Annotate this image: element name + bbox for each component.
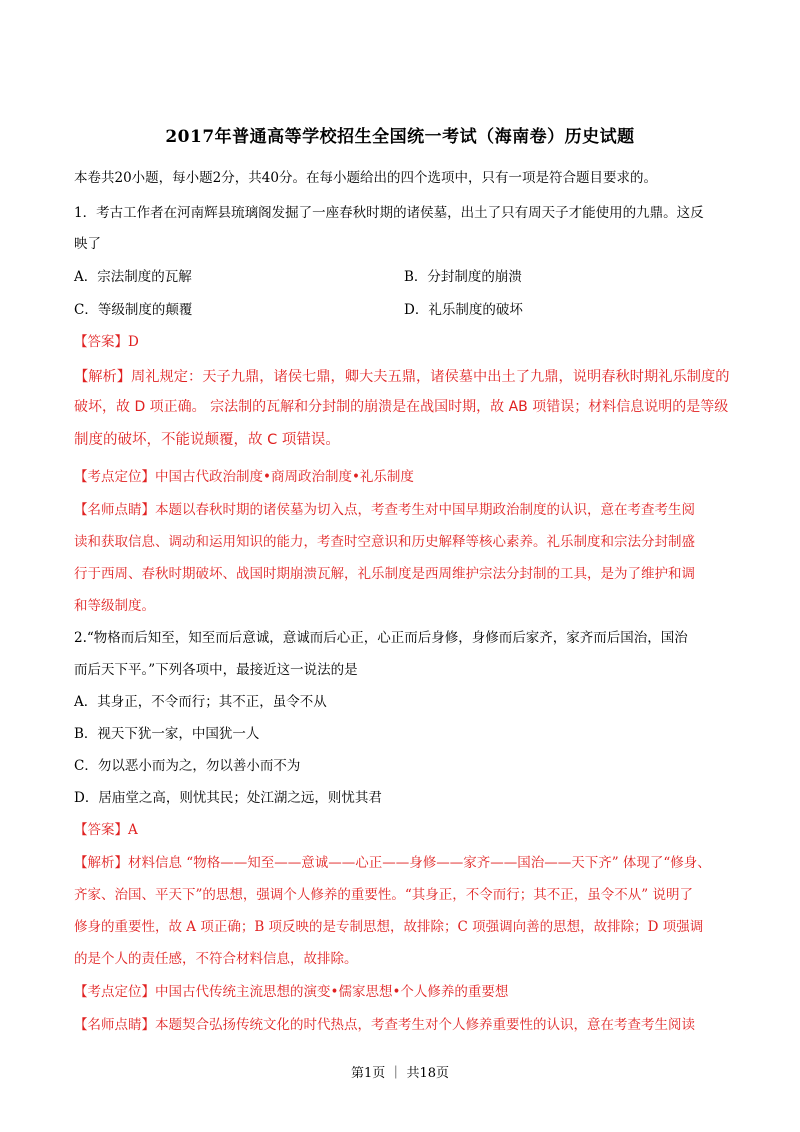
q1-options-row1 [74, 265, 522, 285]
q1-options-row2 [74, 298, 523, 318]
q1-answer: 【答案】D [74, 334, 139, 350]
q2-option-b: B．视天下犹一家，中国犹一人 [74, 726, 260, 742]
page-title: 2017年普通高等学校招生全国统一考试（海南卷）历史试题 [165, 127, 635, 147]
q1-option-a: A．宗法制度的瓦解 [74, 269, 192, 285]
q2-analysis-line1: 【解析】材料信息 “物格——知至——意诚——心正——身修——家齐——国治——天下齐” 体现了“修身、 [74, 855, 711, 871]
q2-analysis-line4: 的是个人的责任感，不符合材料信息，故排除。 [74, 951, 358, 967]
q2-option-c: C．勿以恶小而为之，勿以善小而不为 [74, 758, 301, 774]
q2-comment-line1: 【名师点睛】本题契合弘扬传统文化的时代热点，考查考生对个人修养重要性的认识，意在考查考生阅读 [74, 1017, 695, 1033]
q1-stem-line2: 映了 [74, 236, 101, 252]
q2-option-a: A．其身正，不令而行；其不正，虽令不从 [74, 694, 327, 710]
q1-option-b: B．分封制度的崩溃 [404, 269, 522, 285]
q1-comment-line3: 行于西周、春秋时期破坏、战国时期崩溃瓦解，礼乐制度是西周维护宗法分封制的工具，是为了维护和调 [74, 566, 695, 582]
q2-kaodian: 【考点定位】中国古代传统主流思想的演变•儒家思想•个人修养的重要想 [74, 984, 509, 1000]
q2-option-d: D．居庙堂之高，则忧其民；处江湖之远，则忧其君 [74, 790, 382, 806]
q1-comment-line2: 读和获取信息、调动和运用知识的能力，考查时空意识和历史解释等核心素养。礼乐制度和宗法分封制盛 [74, 534, 695, 550]
q2-stem-line1: 2.“物格而后知至，知至而后意诚，意诚而后心正，心正而后身修，身修而后家齐，家齐而后国治，国治 [74, 630, 688, 646]
q1-option-c: C．等级制度的颠覆 [74, 302, 193, 318]
q1-comment-line1: 【名师点睛】本题以春秋时期的诸侯墓为切入点，考查考生对中国早期政治制度的认识，意在考查考生阅 [74, 502, 695, 518]
q2-analysis-line2: 齐家、治国、平天下”的思想，强调个人修养的重要性。“其身正，不令而行；其不正，虽令不从” 说明了 [74, 887, 693, 903]
q2-stem-line2: 而后天下平。”下列各项中，最接近这一说法的是 [74, 662, 358, 678]
q2-analysis-line3: 修身的重要性，故 A 项正确；B 项反映的是专制思想，故排除；C 项强调向善的思想，故排除；D 项强调 [74, 919, 704, 935]
intro-text: 本卷共20小题，每小题2分，共40分。在每小题给出的四个选项中，只有一项是符合题目要求的。 [74, 170, 657, 186]
q2-answer: 【答案】A [74, 822, 138, 838]
q1-analysis-line1: 【解析】周礼规定：天子九鼎，诸侯七鼎，卿大夫五鼎，诸侯墓中出土了九鼎，说明春秋时期礼乐制度的 [74, 369, 730, 385]
q1-analysis-line3: 制度的破坏，不能说颠覆，故 C 项错误。 [74, 432, 340, 448]
q1-analysis-line2: 破坏，故 D 项正确。 宗法制的瓦解和分封制的崩溃是在战国时期，故 AB 项错误；材料信息说明的是等级 [74, 399, 729, 415]
page-footer: 第1页 ｜ 共18页 [350, 1066, 450, 1081]
q1-option-d: D．礼乐制度的破坏 [404, 302, 523, 318]
q1-comment-line4: 和等级制度。 [74, 598, 155, 614]
q1-stem-line1: 1．考古工作者在河南辉县琉璃阁发掘了一座春秋时期的诸侯墓，出土了只有周天子才能使用的九鼎。这反 [74, 205, 704, 221]
q1-kaodian: 【考点定位】中国古代政治制度•商周政治制度•礼乐制度 [74, 469, 414, 485]
